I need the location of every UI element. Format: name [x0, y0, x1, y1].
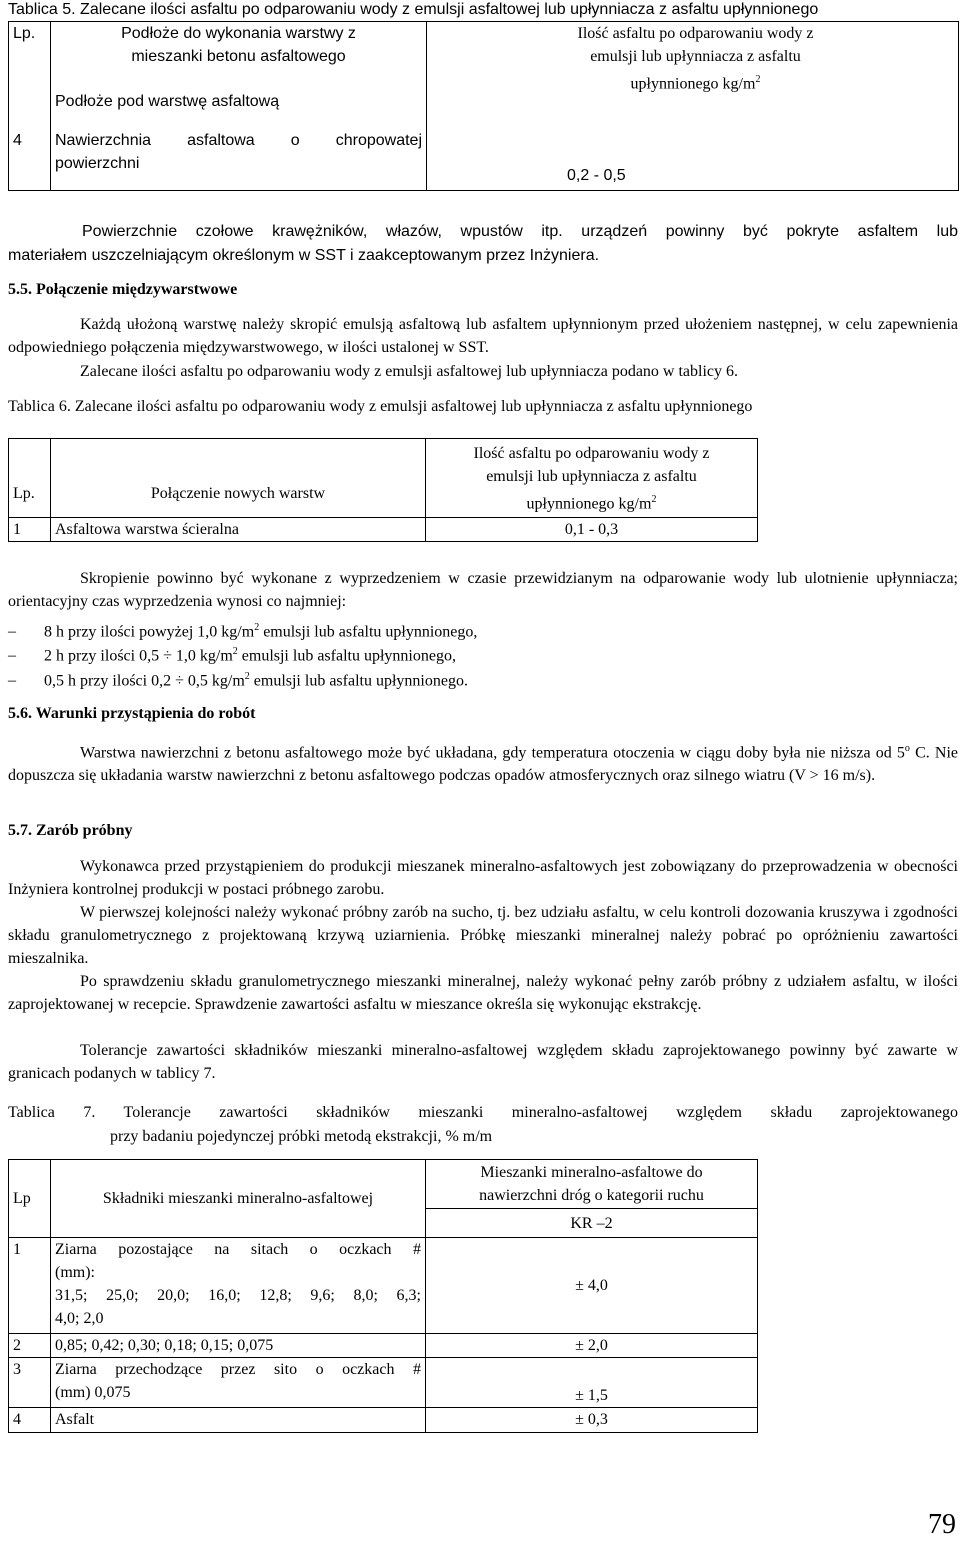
- table5-row-lp: 4: [9, 115, 51, 191]
- page-number: 79: [928, 1509, 956, 1540]
- table6-header-amount-line1: Ilość asfaltu po odparowaniu wody z: [473, 444, 710, 462]
- table7-row: [9, 1238, 758, 1334]
- table6-row-lp: 1: [9, 518, 51, 542]
- table5-header-amount: [427, 22, 959, 115]
- table5-row-name: [51, 115, 427, 191]
- table7-row-lp: 1: [9, 1238, 51, 1334]
- section-5-7-para1: Wykonawca przed przystąpieniem do produkcji mieszanek mineralno-asfaltowych jest zobowiązany do przeprowadzenia w obecności Inżyniera kontrolnej produkcji w postaci próbnego zarobu.: [8, 858, 958, 898]
- table7-row-lp: 2: [9, 1334, 51, 1358]
- spray-item-2: – 2 h przy ilości 0,5 ÷ 1,0 $kg/m^2$ emulsji lub asfaltu upłynnionego,: [8, 640, 456, 668]
- table7-caption-line2: przy badaniu pojedynczej próbki metodą ekstrakcji, % m/m: [110, 1128, 493, 1145]
- table7-row-component: Ziarna przechodzące przez sito o oczkach # (mm) 0,075: [51, 1358, 426, 1408]
- table5-header-amount-line2: emulsji lub upłynniacza z asfaltu: [590, 48, 801, 65]
- table7-row-component: 0,85; 0,42; 0,30; 0,18; 0,15; 0,075: [51, 1334, 426, 1358]
- dash-icon: –: [8, 672, 16, 690]
- table6-header-row: [9, 439, 758, 518]
- table5-group-label: Podłoże pod warstwę asfaltową: [55, 93, 280, 110]
- section-5-5-para2: Zalecane ilości asfaltu po odparowaniu wody z emulsji asfaltowej lub upłynniacza podano w tablicy 6.: [80, 363, 739, 380]
- note-line2: materiałem uszczelniającym określonym w SST i zaakceptowanym przez Inżyniera.: [8, 247, 600, 264]
- table5-header-substrate-line2: mieszanki betonu asfaltowego: [131, 48, 346, 65]
- table7-row-lp: 4: [9, 1408, 51, 1433]
- table5-row: [9, 115, 959, 191]
- table6-header-amount-line3: upłynnionego $kg/m^2$: [526, 493, 657, 512]
- table7-row-tolerance: ± 4,0: [426, 1238, 758, 1334]
- table7-header-components: Składniki mieszanki mineralno-asfaltowej: [51, 1160, 426, 1238]
- table6-header-layers: Połączenie nowych warstw: [51, 439, 426, 518]
- table5-row-value: 0,2 - 0,5: [427, 115, 959, 191]
- section-5-7-para4: Tolerancje zawartości składników mieszanki mineralno-asfaltowej względem składu zaprojektowanego powinny być zawarte w granicach podanych w tablicy 7.: [8, 1042, 958, 1082]
- table5-caption: Tablica 5. Zalecane ilości asfaltu po odparowaniu wody z emulsji asfaltowej lub upłynniacza z asfaltu upłynnionego: [8, 1, 819, 18]
- table7-row: [9, 1358, 758, 1408]
- section-5-5-heading: 5.5. Połączenie międzywarstwowe: [8, 281, 238, 298]
- spray-intro: Skropienie powinno być wykonane z wyprzedzeniem w czasie przewidzianym na odparowanie wody lub ulotnienie upłynniacza; orientacyjny czas wyprzedzenia wynosi co najmniej:: [8, 570, 958, 610]
- note-line1: Powierzchnie czołowe krawężników, włazów, wpustów itp. urządzeń powinny być pokryte asfaltem lub: [82, 223, 958, 240]
- dash-icon: –: [8, 623, 16, 641]
- table7-header-mixtures: [426, 1160, 758, 1209]
- table6: [8, 438, 758, 542]
- table5-row-name-line2: powierzchni: [55, 154, 140, 172]
- section-5-7-heading: 5.7. Zarób próbny: [8, 822, 133, 839]
- section-5-5-para1: Każdą ułożoną warstwę należy skropić emulsją asfaltową lub asfaltem upłynnionym przed ułożeniem następnej, w celu zapewnienia odpowiedniego połączenia międzywarstwowego, w ilości ustalonej w SST.: [8, 316, 958, 356]
- table7-header-lp: Lp: [9, 1160, 51, 1238]
- table7-row-tolerance: ± 0,3: [426, 1408, 758, 1433]
- table7-row-tolerance: ± 1,5: [426, 1358, 758, 1408]
- table6-header-amount: [426, 439, 758, 518]
- division-sign-icon: ÷: [163, 647, 172, 665]
- table7-row-tolerance: ± 2,0: [426, 1334, 758, 1358]
- table7-row-component: Asfalt: [51, 1408, 426, 1433]
- table5-header-lp: Lp.: [9, 22, 51, 115]
- table6-caption: Tablica 6. Zalecane ilości asfaltu po odparowaniu wody z emulsji asfaltowej lub upłynniacza z asfaltu upłynnionego: [8, 398, 753, 415]
- division-sign-icon: ÷: [175, 672, 184, 690]
- table7-row-component: Ziarna pozostające na sitach o oczkach # (mm): 31,5; 25,0; 20,0; 16,0; 12,8; 9,6; 8,0; 6,3; 4,0; 2,0: [51, 1238, 426, 1334]
- section-5-7-para2: W pierwszej kolejności należy wykonać próbny zarób na sucho, tj. bez udziału asfaltu, w celu kontroli dozowania kruszywa i zgodności składu granulometrycznego z projektowaną krzywą uziarnienia. Próbkę mieszanki mineralnej należy pobrać po opróżnieniu zawartości mieszalnika.: [8, 904, 958, 967]
- table6-row-value: 0,1 - 0,3: [426, 518, 758, 542]
- table7: [8, 1159, 758, 1433]
- section-5-6-para: Warstwa nawierzchni z betonu asfaltowego może być układana, gdy temperatura otoczenia w ciągu doby była nie niższa od 5$^o$ C. Nie dopuszcza się układania warstw nawierzchni z betonu asfaltowego podczas opadów atmosferycznych oraz silnego wiatru (V > 16 m/s).: [8, 743, 958, 785]
- table5-row-name-line1: Nawierzchnia asfaltowa o chropowatej: [55, 131, 422, 149]
- table7-row: [9, 1334, 758, 1358]
- table7-header-row: [9, 1160, 758, 1209]
- table5-header-amount-line3: upłynnionego $kg/m^2$: [630, 74, 761, 93]
- table7-row-lp: 3: [9, 1358, 51, 1408]
- spray-item-3: – 0,5 h przy ilości 0,2 ÷ 0,5 $kg/m^2$ emulsji lub asfaltu upłynnionego.: [8, 665, 468, 693]
- table5-header-substrate: [51, 22, 427, 115]
- spray-item-1: – 8 h przy ilości powyżej 1,0 $kg/m^2$ emulsji lub asfaltu upłynnionego,: [8, 616, 477, 644]
- table6-header-amount-line2: emulsji lub upłynniacza z asfaltu: [486, 467, 697, 485]
- table5-header-amount-line1: Ilość asfaltu po odparowaniu wody z: [577, 25, 814, 42]
- table7-caption-line1: Tablica 7. Tolerancje zawartości składników mieszanki mineralno-asfaltowej względem składu zaprojektowanego: [8, 1104, 958, 1121]
- table5-header-row: [9, 22, 959, 115]
- section-5-7-para3: Po sprawdzeniu składu granulometrycznego mieszanki mineralnej, należy wykonać pełny zarób próbny z udziałem asfaltu, w ilości zaprojektowanej w recepcie. Sprawdzenie zawartości asfaltu w mieszance określa się wykonując ekstrakcję.: [8, 973, 958, 1013]
- table6-row-name: Asfaltowa warstwa ścieralna: [51, 518, 426, 542]
- dash-icon: –: [8, 647, 16, 665]
- table7-header-mixtures-line2: nawierzchni dróg o kategorii ruchu: [479, 1187, 704, 1204]
- table6-header-lp: Lp.: [9, 439, 51, 518]
- table7-row: [9, 1408, 758, 1433]
- table5-header-substrate-line1: Podłoże do wykonania warstwy z: [121, 25, 356, 42]
- section-5-6-heading: 5.6. Warunki przystąpienia do robót: [8, 705, 256, 722]
- table5: [8, 21, 959, 191]
- table7-header-mixtures-line1: Mieszanki mineralno-asfaltowe do: [480, 1164, 703, 1181]
- table6-row: [9, 518, 758, 542]
- table7-header-traffic-category: KR –2: [426, 1209, 758, 1238]
